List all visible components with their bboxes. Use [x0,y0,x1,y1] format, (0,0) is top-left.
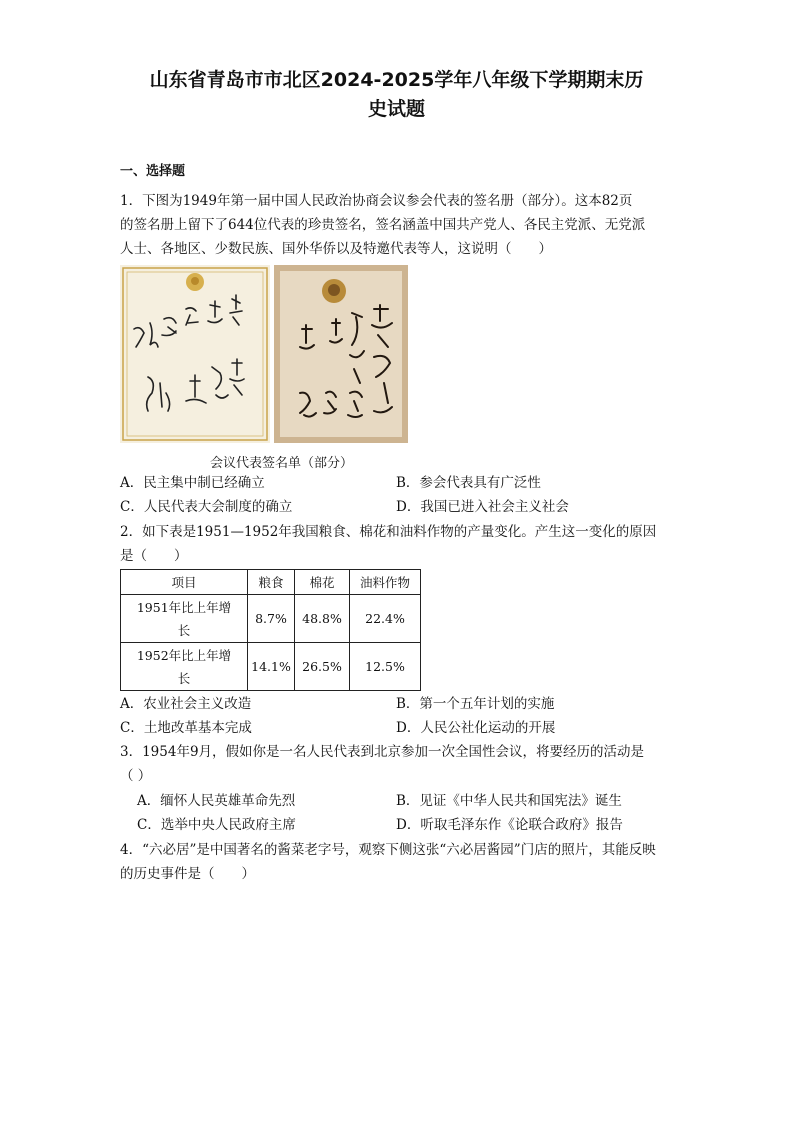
table-row-label [121,643,248,691]
table-header-cell: 项目 [121,570,248,595]
q2-option-a[interactable]: A．农业社会主义改造 [120,696,252,712]
q1-option-b[interactable]: B．参会代表具有广泛性 [396,475,541,491]
q4-stem-line-1: 4．“六必居”是中国著名的酱菜老字号，观察下侧这张“六必居酱园”门店的照片，其能反映 [120,842,656,858]
q1-option-a[interactable]: A．民主集中制已经确立 [120,475,265,491]
table-header-row [121,570,421,595]
title-line-2: 史试题 [367,98,425,120]
row-label-line: 1952年比上年增 [136,647,232,663]
q3-option-a[interactable]: A．缅怀人民英雄革命先烈 [137,793,296,809]
table-row [121,643,421,691]
q3-option-b[interactable]: B．见证《中华人民共和国宪法》诞生 [396,793,622,809]
row-label-line: 长 [177,622,191,638]
table-cell: 12.5% [350,643,421,691]
document-title [100,66,693,124]
q3-stem-line-1: 3．1954年9月，假如你是一名人民代表到北京参加一次全国性会议，将要经历的活动是 [120,744,645,760]
q2-stem-line-1: 2．如下表是1951—1952年我国粮食、棉花和油料作物的产量变化。产生这一变化的原因 [120,524,657,540]
q2-option-c[interactable]: C．土地改革基本完成 [120,720,252,736]
q1-stem-line-3: 人士、各地区、少数民族、国外华侨以及特邀代表等人，这说明（ ） [120,241,552,257]
image-caption: 会议代表签名单（部分） [210,456,354,471]
table-cell: 26.5% [295,643,350,691]
q1-stem-line-2: 的签名册上留下了644位代表的珍贵签名，签名涵盖中国共产党人、各民主党派、无党派 [120,217,646,233]
signature-page-left-image [120,265,270,443]
table-header-cell: 粮食 [248,570,295,595]
table-cell: 8.7% [248,595,295,643]
table-row [121,595,421,643]
title-line-1: 山东省青岛市市北区2024-2025学年八年级下学期期末历 [149,69,644,91]
q3-option-d[interactable]: D．听取毛泽东作《论联合政府》报告 [396,817,623,833]
table-cell: 22.4% [350,595,421,643]
q3-option-c[interactable]: C．选举中央人民政府主席 [137,817,296,833]
q1-stem-line-1: 1．下图为1949年第一届中国人民政治协商会议参会代表的签名册（部分）。这本82页 [120,193,633,209]
table-cell: 48.8% [295,595,350,643]
signature-page-right-image [274,265,408,443]
row-label-line: 长 [177,670,191,686]
q1-option-c[interactable]: C．人民代表大会制度的确立 [120,499,293,515]
section-heading: 一、选择题 [120,164,186,179]
q2-stem-line-2: 是（ ） [120,548,188,564]
row-label-line: 1951年比上年增 [136,599,232,615]
q4-stem-line-2: 的历史事件是（ ） [120,866,255,882]
q1-option-d[interactable]: D．我国已进入社会主义社会 [396,499,569,515]
production-table [120,569,421,691]
q3-stem-line-2: （ ） [120,768,152,784]
q2-option-b[interactable]: B．第一个五年计划的实施 [396,696,555,712]
table-header-cell: 棉花 [295,570,350,595]
table-row-label [121,595,248,643]
table-cell: 14.1% [248,643,295,691]
table-header-cell: 油料作物 [350,570,421,595]
q2-option-d[interactable]: D．人民公社化运动的开展 [396,720,556,736]
